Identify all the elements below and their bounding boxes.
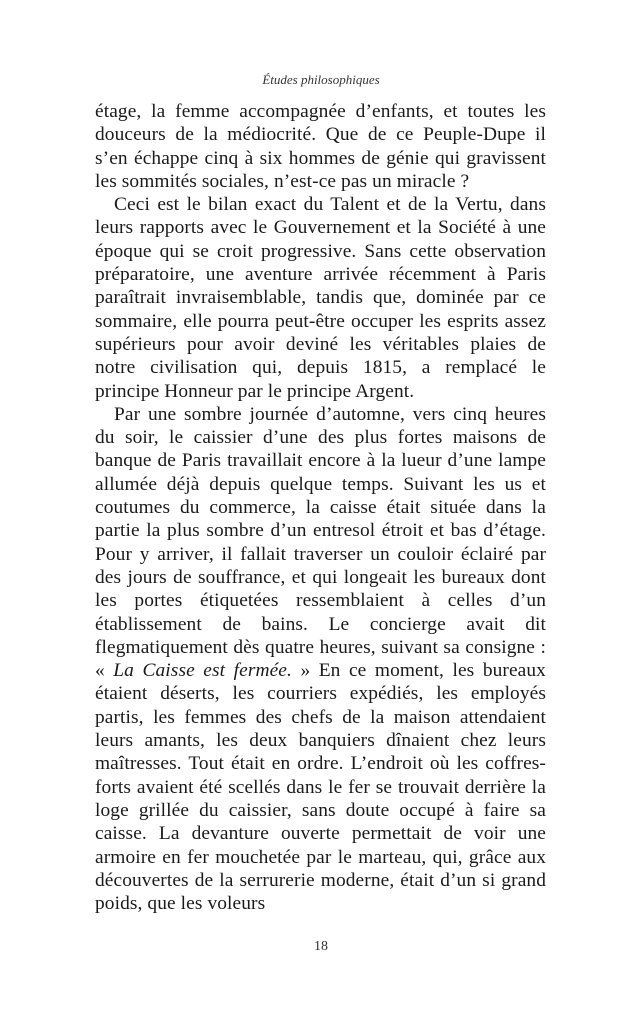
paragraph-1-text: étage, la femme accompagnée d’enfants, et toutes les douceurs de la médiocrité. Que de ce Peuple-Dupe il s’en échappe cinq à six hommes de génie qui gravissent les sommités sociales, n’est-ce pas un miracle ? [95, 101, 546, 192]
paragraph-3 [95, 403, 546, 916]
paragraph-3-text-b: » En ce moment, les bureaux étaient déserts, les courriers expédiés, les employés partis, les femmes des chefs de la maison attendaient leurs amants, les deux banquiers dînaient chez leurs maîtresses. Tout était en ordre. L’endroit où les coffres-forts avaient été scellés dans le fer se trouvait derrière la loge grillée du caissier, sans doute occupé à faire sa caisse. La devanture ouverte permettait de voir une armoire en fer mouchetée par le marteau, qui, grâce aux découvertes de la serrurerie moderne, était d’un si grand poids, que les voleurs [95, 660, 546, 915]
running-head: Études philosophiques [262, 72, 380, 87]
page-number: 18 [314, 939, 328, 954]
paragraph-2 [95, 193, 546, 403]
paragraph-2-text: Ceci est le bilan exact du Talent et de la Vertu, dans leurs rapports avec le Gouvernement et la Société à une époque qui se croit progressive. Sans cette observation préparatoire, une aventure arrivée récemment à Paris paraîtrait invraisemblable, tandis que, dominée par ce sommaire, elle pourra peut-être occuper les esprits assez supérieurs pour avoir deviné les véritables plaies de notre civilisation qui, depuis 1815, a remplacé le principe Honneur par le principe Argent. [95, 194, 546, 402]
paragraph-3-text-a: Par une sombre journée d’automne, vers cinq heures du soir, le caissier d’une des plus fortes maisons de banque de Paris travaillait encore à la lueur d’une lampe allumée déjà depuis quelque temps. Suivant les us et coutumes du commerce, la caisse était située dans la partie la plus sombre d’un entresol étroit et bas d’étage. Pour y arriver, il fallait traverser un couloir éclairé par des jours de souffrance, et qui longeait les bureaux dont les portes étiquetées ressemblaient à celles d’un établissement de bains. Le concierge avait dit flegmatiquement dès quatre heures, suivant sa consigne : « [95, 403, 546, 682]
paragraph-3-italic-quote: La Caisse est fermée. [113, 660, 292, 682]
paragraph-1 [95, 100, 546, 193]
body-text [95, 100, 546, 915]
